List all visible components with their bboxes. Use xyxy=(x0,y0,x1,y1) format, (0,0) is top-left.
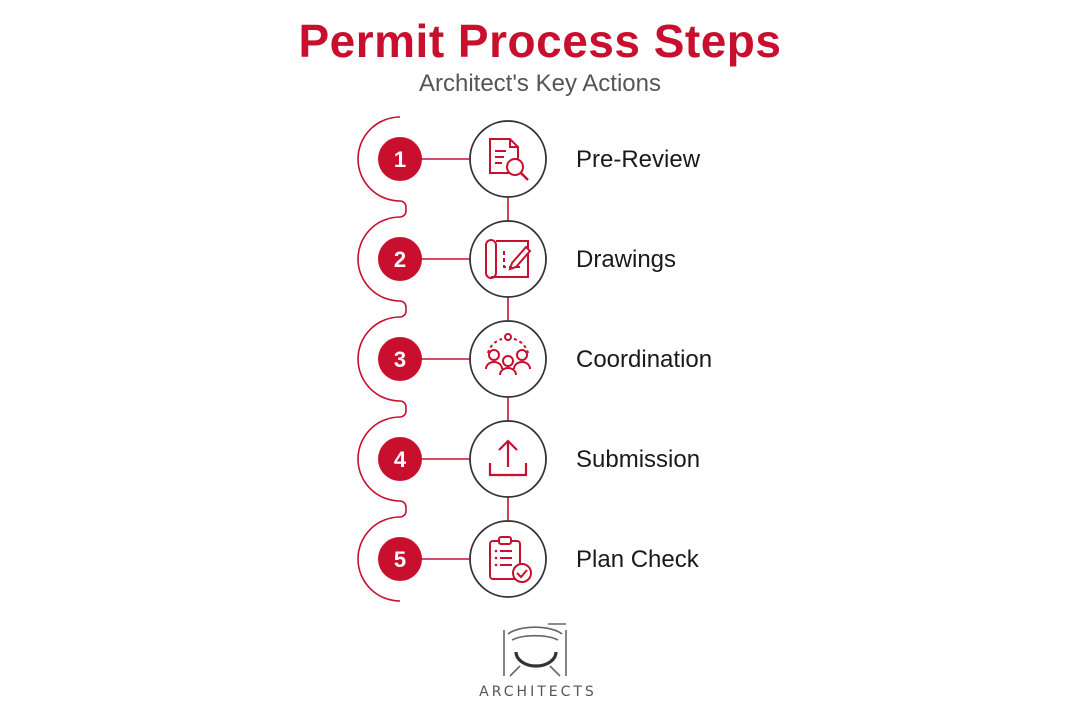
step-label: Drawings xyxy=(576,246,677,273)
step-bracket-link xyxy=(400,201,406,217)
step-number-badge xyxy=(378,237,422,281)
step-number-badge xyxy=(378,137,422,181)
step-number-badge xyxy=(378,537,422,581)
step-number-badge xyxy=(378,337,422,381)
step-number-badge xyxy=(378,437,422,481)
step-number: 3 xyxy=(393,347,407,372)
architects-logo xyxy=(479,624,597,700)
logo-text: ARCHITECTS xyxy=(479,684,597,700)
step-number: 1 xyxy=(393,147,407,172)
step-bracket-link xyxy=(400,301,406,317)
upload-icon xyxy=(470,421,546,497)
step-bracket-link xyxy=(400,401,406,417)
architects-logo-icon xyxy=(504,624,566,676)
step-number: 5 xyxy=(393,547,407,572)
step-label: Submission xyxy=(576,446,701,473)
page-subtitle: Architect's Key Actions xyxy=(418,70,661,97)
document-search-icon xyxy=(470,121,546,197)
step-number: 4 xyxy=(393,447,407,472)
step-number: 2 xyxy=(393,247,407,272)
page-title: Permit Process Steps xyxy=(298,15,782,67)
clipboard-check-icon xyxy=(470,521,546,597)
step-label: Pre-Review xyxy=(576,146,701,173)
blueprint-pencil-icon xyxy=(470,221,546,297)
step-label: Plan Check xyxy=(576,546,699,573)
team-coordination-icon xyxy=(470,321,546,397)
step-bracket-link xyxy=(400,501,406,517)
step-label: Coordination xyxy=(576,346,713,373)
